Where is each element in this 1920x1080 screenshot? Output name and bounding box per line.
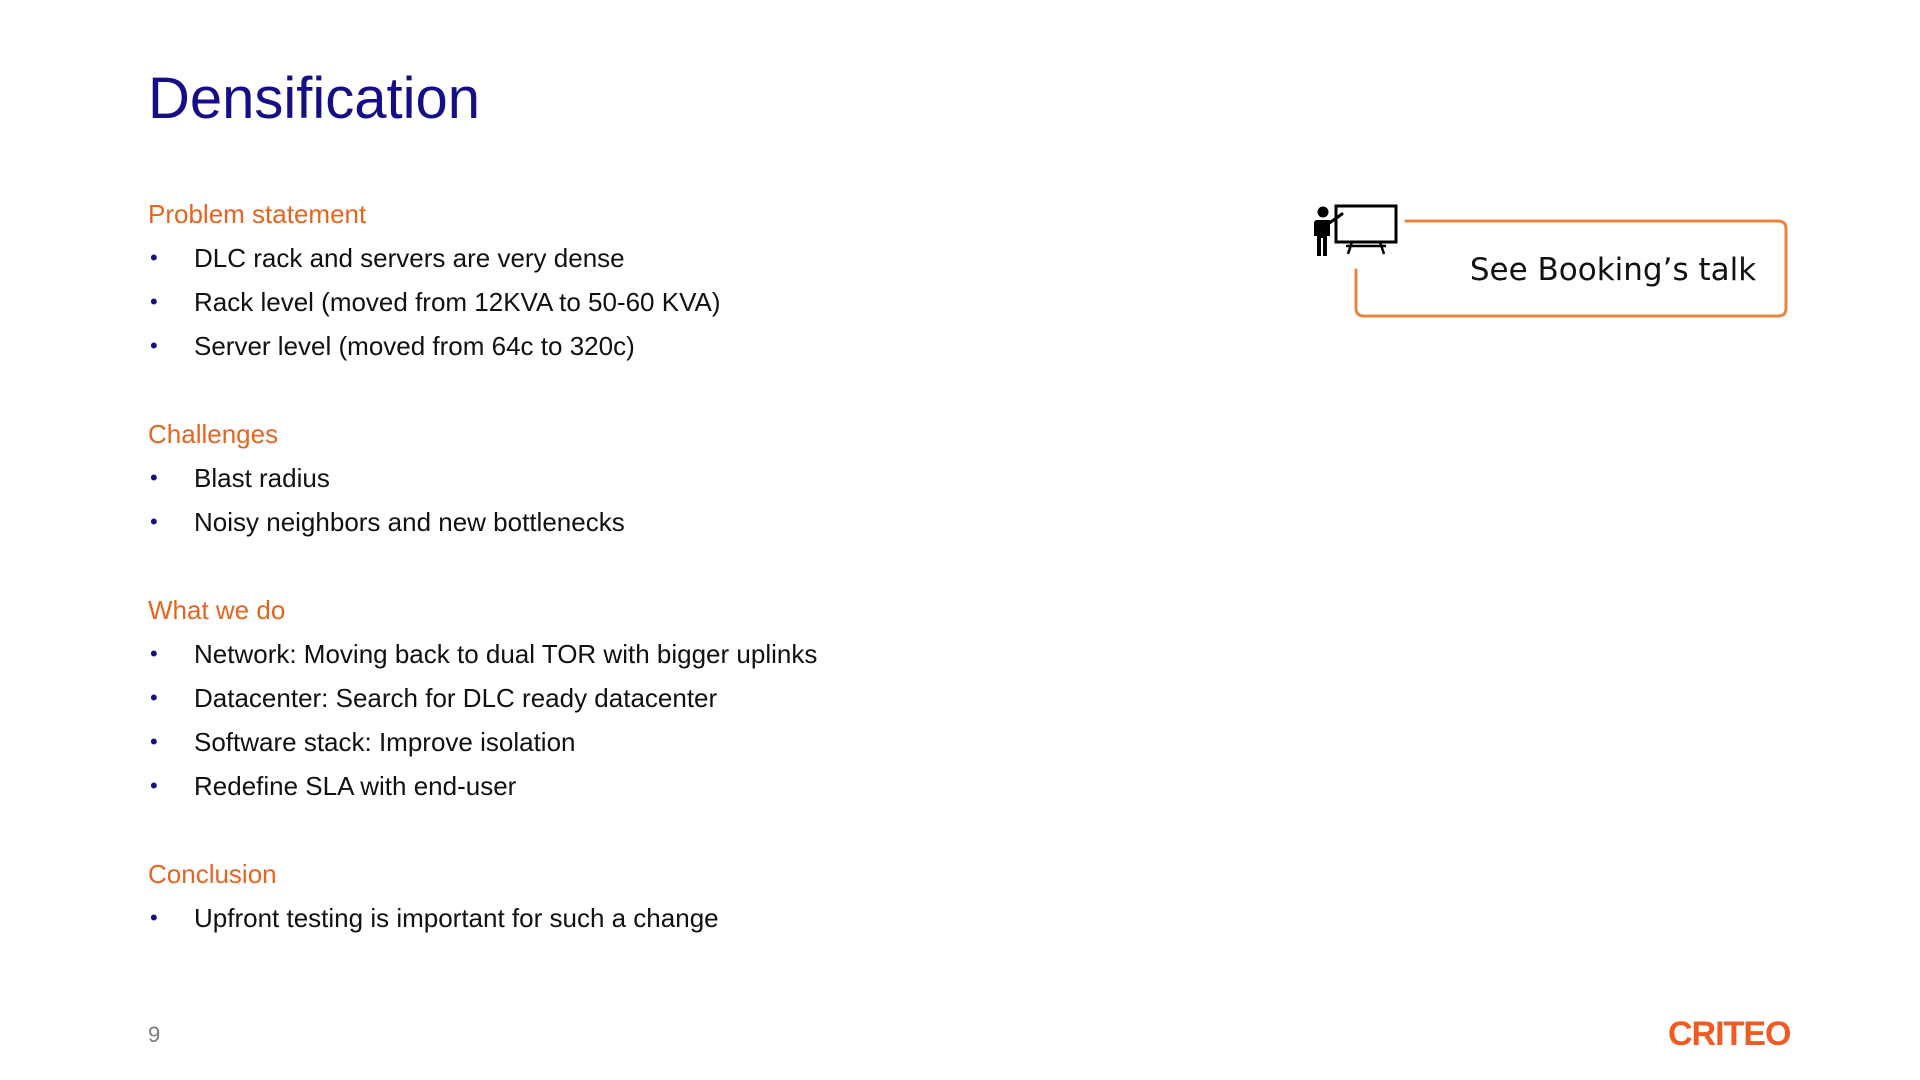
bullet-item <box>148 500 1248 544</box>
bullet-item <box>148 720 1248 764</box>
bullet-text: Redefine SLA with end-user <box>194 771 517 801</box>
bullet-icon: • <box>150 289 158 314</box>
bullet-icon: • <box>150 773 158 798</box>
bullet-icon: • <box>150 729 158 754</box>
bullet-list <box>148 896 1248 940</box>
section-heading: Conclusion <box>148 859 277 889</box>
bullet-icon: • <box>150 509 158 534</box>
bullet-item <box>148 236 1248 280</box>
bullet-text: Datacenter: Search for DLC ready datacenter <box>194 683 718 713</box>
bullet-text: Upfront testing is important for such a change <box>194 903 719 933</box>
bullet-text: Blast radius <box>194 463 330 493</box>
bullet-text: Noisy neighbors and new bottlenecks <box>194 507 625 537</box>
bullet-text: DLC rack and servers are very dense <box>194 243 625 273</box>
callout-text: See Booking’s talk <box>1469 252 1757 288</box>
bullet-item <box>148 676 1248 720</box>
section-challenges <box>148 412 1248 544</box>
section-conclusion <box>148 852 1248 940</box>
section-heading: What we do <box>148 595 286 625</box>
section-heading: Problem statement <box>148 199 367 229</box>
bullet-item <box>148 896 1248 940</box>
page-number: 9 <box>148 1022 161 1047</box>
bullet-icon: • <box>150 641 158 666</box>
section-problem-statement <box>148 192 1248 368</box>
bullet-text: Software stack: Improve isolation <box>194 727 576 757</box>
criteo-logo: CRITEO <box>1668 1015 1791 1053</box>
bullet-item <box>148 280 1248 324</box>
bullet-list <box>148 456 1248 544</box>
slide-title: Densification <box>148 66 481 131</box>
bullet-text: Rack level (moved from 12KVA to 50-60 KVA) <box>194 287 721 317</box>
bullet-icon: • <box>150 465 158 490</box>
bullet-item <box>148 456 1248 500</box>
bullet-list <box>148 632 1248 808</box>
bullet-list <box>148 236 1248 368</box>
booking-talk-callout <box>1312 202 1802 320</box>
bullet-icon: • <box>150 245 158 270</box>
presenter-icon <box>1314 206 1396 256</box>
bullet-text: Server level (moved from 64c to 320c) <box>194 331 635 361</box>
bullet-item <box>148 764 1248 808</box>
bullet-icon: • <box>150 333 158 358</box>
bullet-item <box>148 632 1248 676</box>
bullet-icon: • <box>150 685 158 710</box>
section-heading: Challenges <box>148 419 279 449</box>
section-what-we-do <box>148 588 1248 808</box>
slide-content <box>148 192 1248 984</box>
bullet-text: Network: Moving back to dual TOR with bigger uplinks <box>194 639 818 669</box>
bullet-item <box>148 324 1248 368</box>
bullet-icon: • <box>150 905 158 930</box>
